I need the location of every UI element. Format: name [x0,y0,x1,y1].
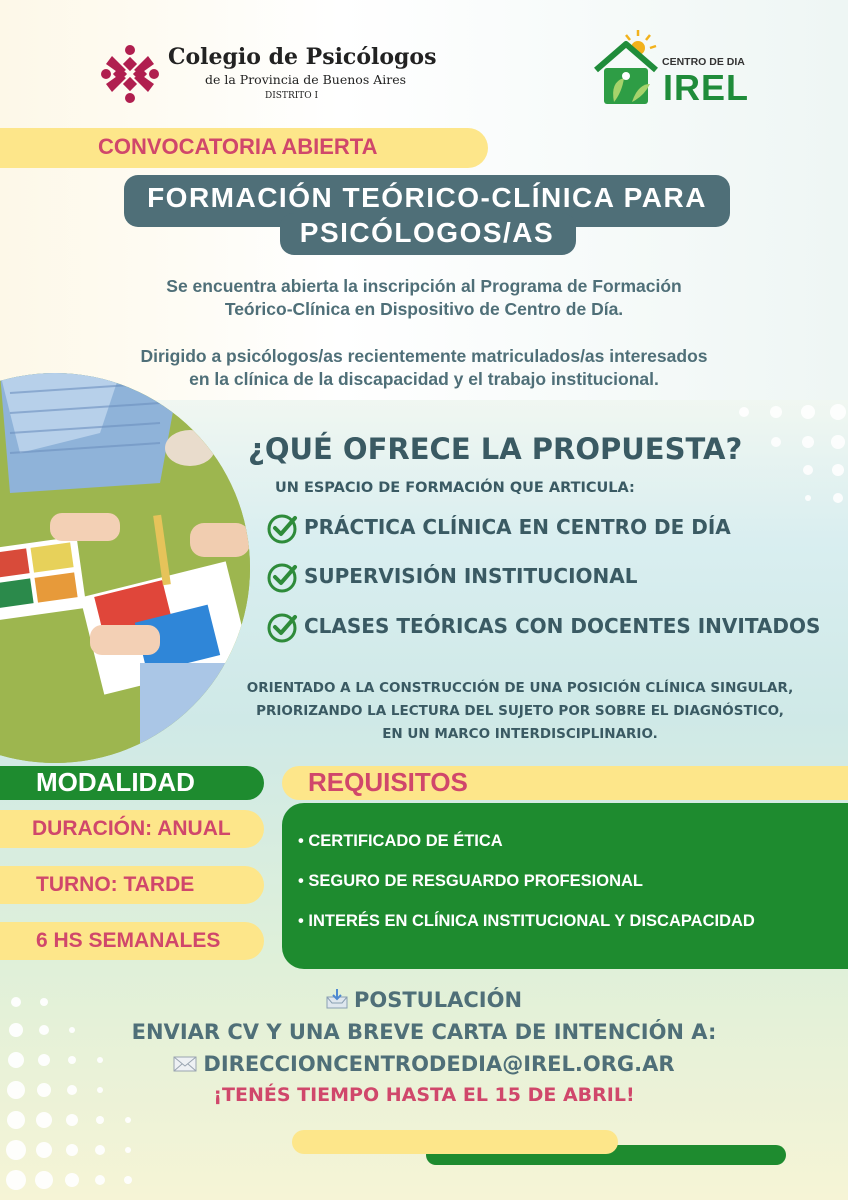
postulacion-heading: POSTULACIÓN [353,988,523,1012]
inbox-download-icon [326,989,348,1009]
modalidad-heading: MODALIDAD [36,767,195,797]
postulacion-email-row [0,1052,848,1076]
requisitos-list [282,803,848,969]
requisito-item: • SEGURO DE RESGUARDO PROFESIONAL [298,872,643,890]
intro-paragraph-2 [60,345,788,391]
modalidad-item [0,810,264,848]
modalidad-item-label: TURNO: TARDE [36,873,195,896]
modalidad-item-label: 6 HS SEMANALES [36,929,221,952]
modalidad-item [0,922,264,960]
orientation-line: ORIENTADO A LA CONSTRUCCIÓN DE UNA POSICIÓN CLÍNICA SINGULAR, [246,680,794,696]
colegio-title: Colegio de Psicólogos [168,44,437,70]
orientation-line: PRIORIZANDO LA LECTURA DEL SUJETO POR SOBRE EL DIAGNÓSTICO, [256,703,784,719]
intro-line: en la clínica de la discapacidad y el trabajo institucional. [189,369,659,389]
requisito-item: • INTERÉS EN CLÍNICA INSTITUCIONAL Y DISCAPACIDAD [298,912,755,930]
decorative-bar-yellow [292,1130,618,1154]
irel-label: CENTRO DE DIA [662,56,745,68]
intro-line: Dirigido a psicólogos/as recientemente matriculados/as interesados [140,346,708,366]
check-circle-icon [266,561,298,593]
postulacion-heading-row [0,988,848,1012]
intro-line: Teórico-Clínica en Dispositivo de Centro de Día. [224,299,624,319]
convocatoria-label: CONVOCATORIA ABIERTA [98,134,378,159]
postulacion-email[interactable]: DIRECCIONCENTRODEDIA@IREL.ORG.AR [203,1052,675,1076]
modalidad-item [0,866,264,904]
program-title-line1: FORMACIÓN TEÓRICO-CLÍNICA PARA [147,182,707,213]
offer-heading: ¿QUÉ OFRECE LA PROPUESTA? [248,432,743,466]
postulacion-instruction: ENVIAR CV Y UNA BREVE CARTA DE INTENCIÓN A: [131,1020,717,1044]
requisitos-heading-box [282,766,848,800]
convocatoria-banner [0,128,488,168]
requisitos-heading: REQUISITOS [308,767,468,797]
modalidad-item-label: DURACIÓN: ANUAL [32,817,231,840]
irel-name: IREL [663,67,750,108]
offer-subheading: UN ESPACIO DE FORMACIÓN QUE ARTICULA: [275,480,635,496]
irel-house-logo-icon [592,30,662,110]
colegio-subtitle: de la Provincia de Buenos Aires [205,72,407,87]
colegio-district: DISTRITO I [265,91,319,101]
offer-item-label: PRÁCTICA CLÍNICA EN CENTRO DE DÍA [304,515,731,539]
offer-item-label: CLASES TEÓRICAS CON DOCENTES INVITADOS [304,614,821,638]
program-title-line2: PSICÓLOGOS/AS [299,217,555,248]
intro-line: Se encuentra abierta la inscripción al Programa de Formación [166,276,682,296]
check-circle-icon [266,611,298,643]
orientation-line: EN UN MARCO INTERDISCIPLINARIO. [382,726,658,742]
requisito-item: • CERTIFICADO DE ÉTICA [298,832,503,850]
offer-item-label: SUPERVISIÓN INSTITUCIONAL [304,564,638,588]
envelope-icon [173,1055,197,1073]
postulacion-deadline: ¡TENÉS TIEMPO HASTA EL 15 DE ABRIL! [213,1084,635,1106]
modalidad-heading-box [0,766,264,800]
check-circle-icon [266,512,298,544]
orientation-text [210,677,830,746]
intro-paragraph-1 [60,275,788,321]
colegio-logo-icon [98,42,162,106]
decorative-dots-right [730,400,848,520]
program-title [124,180,730,250]
